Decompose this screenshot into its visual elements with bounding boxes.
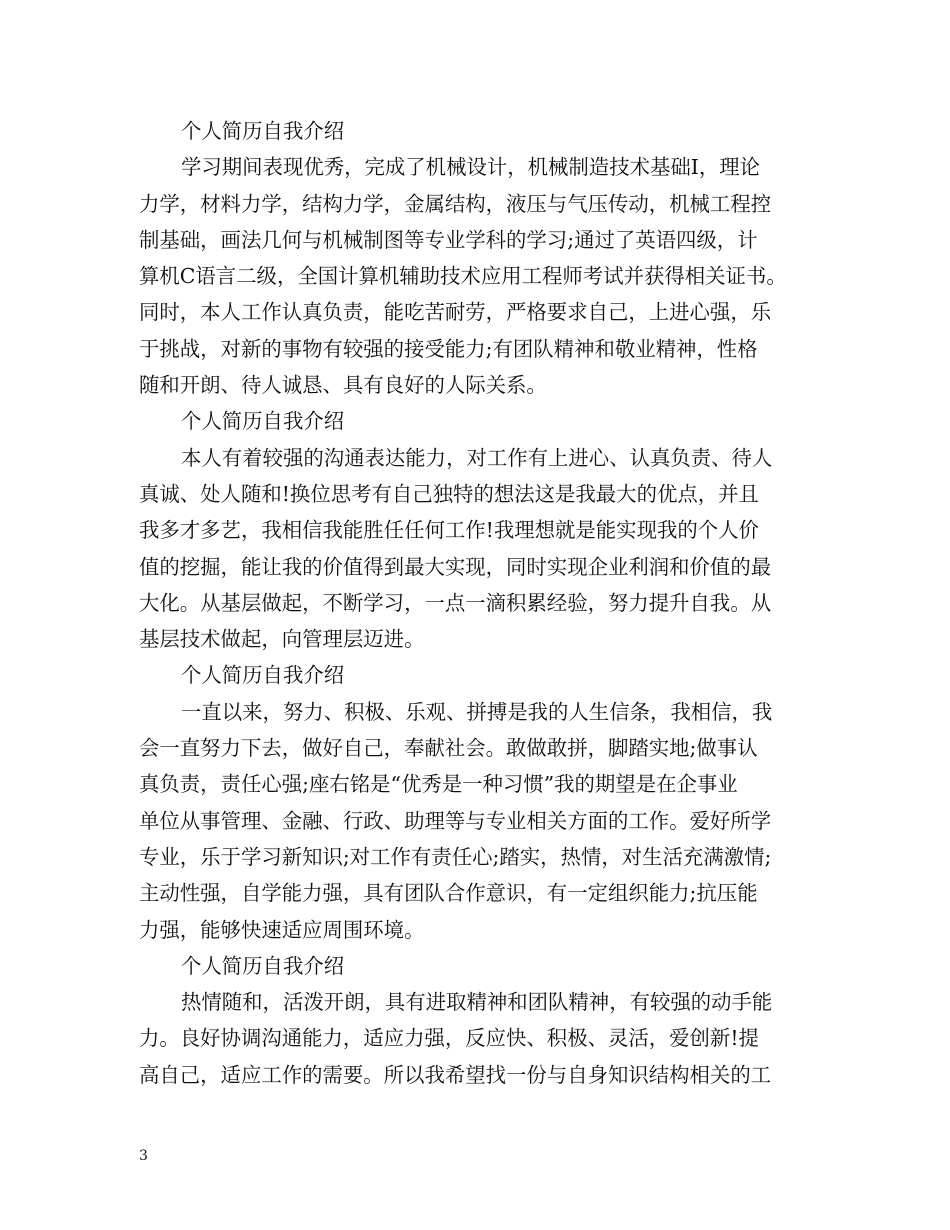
paragraph-line: 基层技术做起，向管理层迈进。 (139, 627, 425, 652)
paragraph-line: 我多才多艺，我相信我能胜任任何工作!我理想就是能实现我的个人价 (139, 518, 759, 543)
paragraph-line: 值的挖掘，能让我的价值得到最大实现，同时实现企业利润和价值的最 (139, 554, 772, 579)
paragraph-line: 力。良好协调沟通能力，适应力强，反应快、积极、灵活，爱创新!提 (139, 1026, 759, 1051)
paragraph-line: 单位从事管理、金融、行政、助理等与专业相关方面的工作。爱好所学 (139, 808, 772, 833)
paragraph-line: 专业，乐于学习新知识;对工作有责任心;踏实，热情，对生活充满激情; (139, 844, 772, 869)
section-heading: 个人简历自我介绍 (181, 663, 345, 688)
paragraph-line: 会一直努力下去，做好自己，奉献社会。敢做敢拼，脚踏实地;做事认 (139, 736, 758, 761)
paragraph-line: 热情随和，活泼开朗，具有进取精神和团队精神，有较强的动手能 (181, 990, 773, 1015)
document-body (139, 113, 819, 1093)
paragraph-line: 本人有着较强的沟通表达能力，对工作有上进心、认真负责、待人 (181, 445, 773, 470)
paragraph-line: 真诚、处人随和!换位思考有自己独特的想法这是我最大的优点，并且 (139, 481, 759, 506)
paragraph-line: 于挑战，对新的事物有较强的接受能力;有团队精神和敬业精神，性格 (139, 336, 758, 361)
paragraph-line: 高自己，适应工作的需要。所以我希望找一份与自身知识结构相关的工 (139, 1062, 772, 1087)
paragraph-line: 力学，材料力学，结构力学，金属结构，液压与气压传动，机械工程控 (139, 191, 772, 216)
section-heading: 个人简历自我介绍 (181, 953, 345, 978)
paragraph-line: 主动性强，自学能力强，具有团队合作意识，有一定组织能力;抗压能 (139, 881, 758, 906)
paragraph-line: 学习期间表现优秀，完成了机械设计，机械制造技术基础Ⅰ，理论 (181, 155, 760, 180)
paragraph-line: 制基础，画法几何与机械制图等专业学科的学习;通过了英语四级，计 (139, 227, 758, 252)
page-number: 3 (139, 1148, 148, 1164)
section-heading: 个人简历自我介绍 (181, 119, 345, 143)
paragraph-line: 力强，能够快速适应周围环境。 (139, 917, 425, 942)
paragraph-line: 大化。从基层做起，不断学习，一点一滴积累经验，努力提升自我。从 (139, 590, 772, 615)
paragraph-line: 算机C语言二级，全国计算机辅助技术应用工程师考试并获得相关证书。 (139, 264, 787, 289)
paragraph-line: 随和开朗、待人诚恳、具有良好的人际关系。 (139, 373, 547, 398)
paragraph-line: 真负责，责任心强;座右铭是“优秀是一种习惯”我的期望是在企事业 (139, 772, 738, 797)
paragraph-line: 一直以来，努力、积极、乐观、拼搏是我的人生信条，我相信，我 (181, 699, 773, 724)
paragraph-line: 同时，本人工作认真负责，能吃苦耐劳，严格要求自己，上进心强，乐 (139, 300, 772, 325)
section-heading: 个人简历自我介绍 (181, 409, 345, 434)
